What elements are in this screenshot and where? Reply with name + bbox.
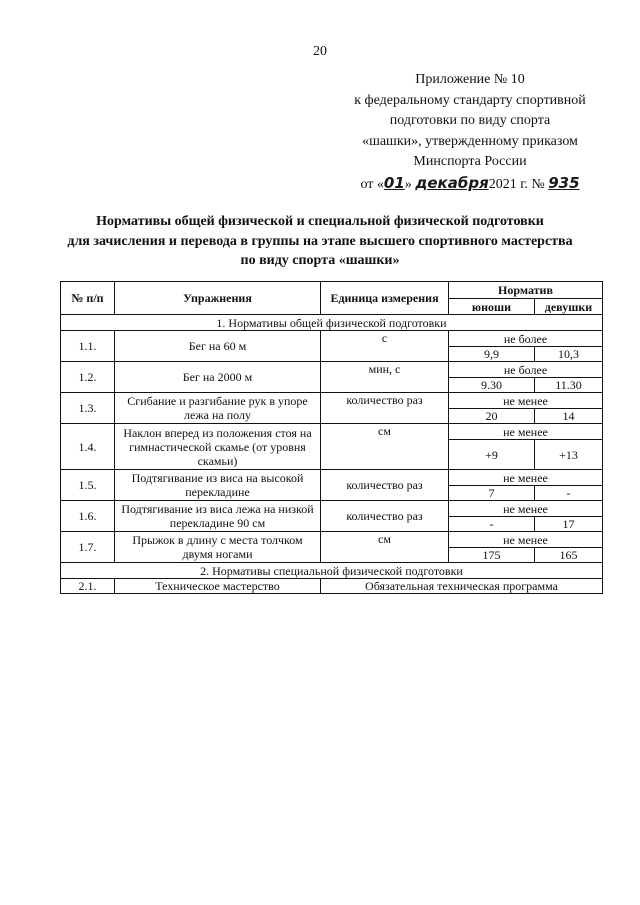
table-row [61,470,603,486]
title-line: для зачисления и перевода в группы на этапе высшего спортивного мастерства [67,233,573,249]
row-exercise: Прыжок в длину с места толчком двумя ногами [115,532,321,563]
row-unit: количество раз [321,393,449,424]
appendix-line: «шашки», утвержденному приказом [362,133,578,149]
order-date-line [330,173,610,196]
row-num: 1.5. [61,470,115,501]
row-boys-value: 9,9 [449,347,535,362]
row-condition: не более [449,331,603,347]
row-condition: не менее [449,393,603,409]
header-norm: Норматив [449,282,603,299]
table-row [61,424,603,440]
row-boys-value: 175 [449,548,535,563]
table-row [61,331,603,347]
date-prefix: от « [360,176,384,192]
table-row [61,501,603,517]
table-row [61,393,603,409]
row-condition: не более [449,362,603,378]
row-num: 2.1. [61,579,115,594]
table-row [61,532,603,548]
row-condition: не менее [449,470,603,486]
row-exercise: Бег на 60 м [115,331,321,362]
row-unit: количество раз [321,470,449,501]
row-boys-value: 9.30 [449,378,535,393]
row-boys-value: 7 [449,486,535,501]
row-girls-value: - [535,486,603,501]
row-unit: см [321,424,449,470]
row-num: 1.6. [61,501,115,532]
row-girls-value: 165 [535,548,603,563]
section-special-physical: 2. Нормативы специальной физической подготовки [61,563,603,579]
row-exercise: Подтягивание из виса лежа на низкой перекладине 90 см [115,501,321,532]
handwritten-month: декабря [415,173,489,192]
row-exercise: Бег на 2000 м [115,362,321,393]
table-row [61,362,603,378]
handwritten-day: 01 [383,173,405,192]
row-girls-value: 11.30 [535,378,603,393]
appendix-line: Минспорта России [413,154,527,169]
row-exercise: Подтягивание из виса на высокой перекладине [115,470,321,501]
row-girls-value: 10,3 [535,347,603,362]
document-title [40,212,600,271]
quote-close: » [404,176,412,192]
row-unit: см [321,532,449,563]
header-num: № п/п [61,282,115,315]
row-exercise: Наклон вперед из положения стоя на гимнастической скамье (от уровня скамьи) [115,424,321,470]
header-girls: девушки [535,299,603,315]
section-general-physical: 1. Нормативы общей физической подготовки [61,315,603,331]
row-exercise: Сгибание и разгибание рук в упоре лежа на полу [115,393,321,424]
year-text: 2021 г. № [488,176,545,192]
row-num: 1.2. [61,362,115,393]
row-condition: не менее [449,532,603,548]
row-girls-value: 14 [535,409,603,424]
header-boys: юноши [449,299,535,315]
appendix-header [330,70,610,195]
row-norm-program: Обязательная техническая программа [321,579,603,594]
row-num: 1.7. [61,532,115,563]
header-exercise: Упражнения [115,282,321,315]
row-unit: мин, с [321,362,449,393]
title-line: Нормативы общей физической и специальной физической подготовки [96,214,544,229]
row-boys-value: 20 [449,409,535,424]
row-condition: не менее [449,424,603,440]
appendix-line: к федеральному стандарту спортивной [354,92,586,108]
row-girls-value: +13 [535,440,603,470]
row-unit: количество раз [321,501,449,532]
row-unit: с [321,331,449,362]
row-num: 1.3. [61,393,115,424]
title-line: по виду спорта «шашки» [240,253,400,268]
row-girls-value: 17 [535,517,603,532]
norms-table [60,281,603,594]
row-num: 1.4. [61,424,115,470]
table-row [61,579,603,594]
row-boys-value: - [449,517,535,532]
page-number: 20 [313,44,327,59]
row-condition: не менее [449,501,603,517]
header-unit: Единица измерения [321,282,449,315]
appendix-line: Приложение № 10 [415,72,525,87]
handwritten-order-number: 935 [548,173,580,192]
row-num: 1.1. [61,331,115,362]
row-exercise: Техническое мастерство [115,579,321,594]
row-boys-value: +9 [449,440,535,470]
appendix-line: подготовки по виду спорта [389,113,551,128]
